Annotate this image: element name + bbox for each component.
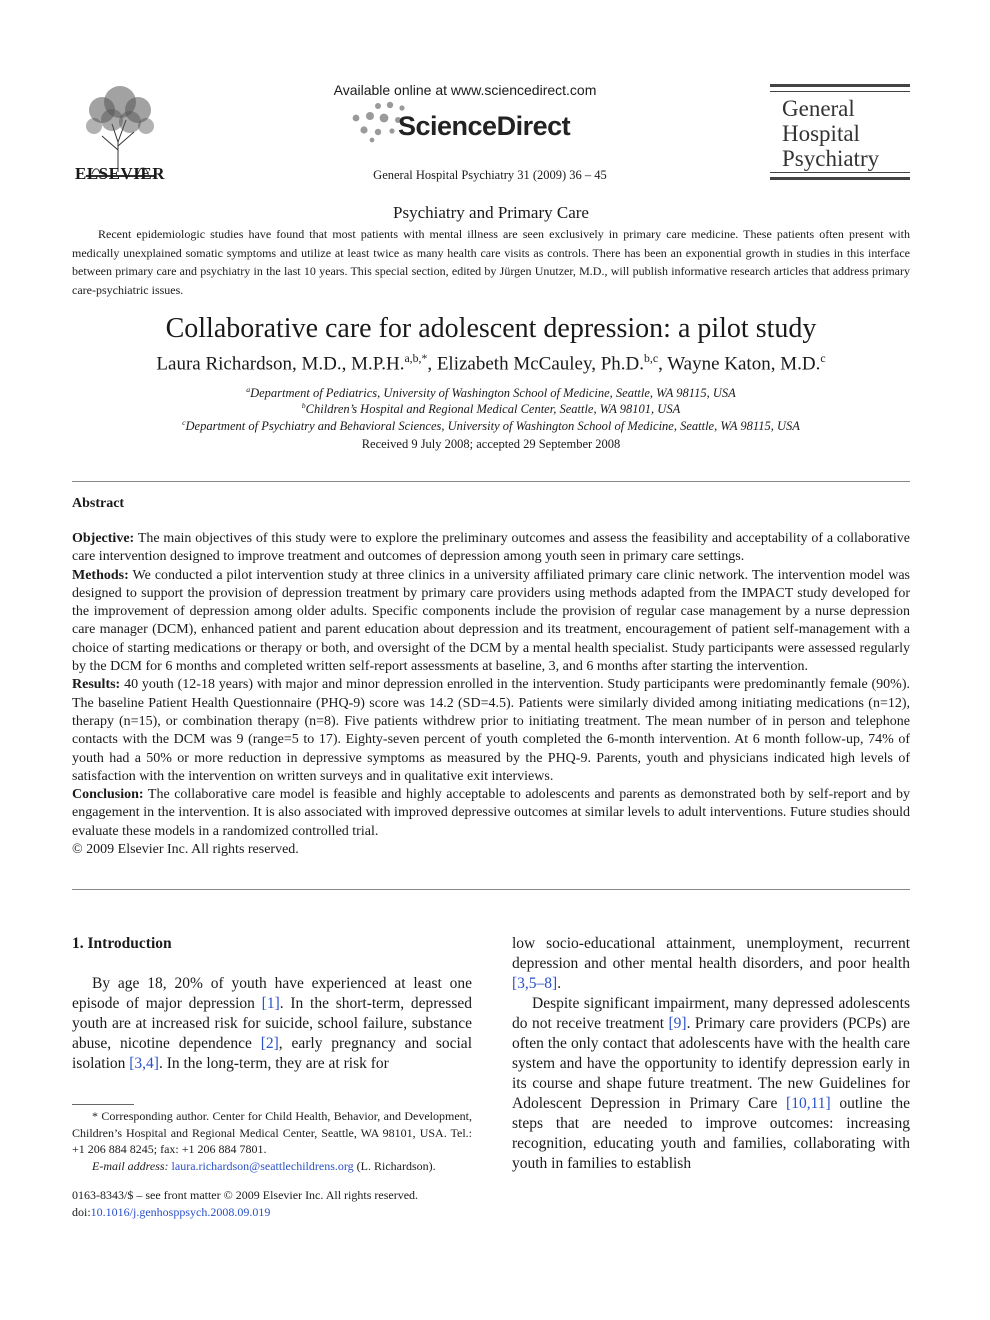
journal-logo-line: Hospital (782, 121, 860, 146)
author-name: Laura Richardson, M.D., M.P.H. (156, 353, 405, 375)
abstract-conclusion (72, 786, 910, 841)
author-separator: , (658, 353, 668, 375)
affiliation-key: a (246, 385, 251, 394)
author-list (72, 352, 910, 375)
sciencedirect-wordmark: ScienceDirect (398, 111, 571, 141)
body-text: By age 18, 20% of youth have experienced at least one episode of major depression (72, 975, 472, 1012)
citation-link[interactable]: [3,4] (129, 1055, 159, 1072)
issn-block (72, 1187, 472, 1220)
citation-link[interactable]: [10,11] (786, 1095, 831, 1112)
abstract-heading: Abstract (72, 496, 125, 511)
abstract-text: The main objectives of this study were to explore the preliminary outcomes and assess the feasibility and acceptability of a collaborative care intervention designed to improve treatment and outcomes of depression among youth seen in primary care settings. (72, 531, 911, 565)
section-heading: Psychiatry and Primary Care (393, 203, 589, 222)
email-label: E-mail address: (92, 1158, 169, 1173)
body-text: , early pregnancy and social isolation (72, 1035, 472, 1072)
intro-paragraph (72, 974, 472, 1074)
citation-link[interactable]: [1] (261, 995, 280, 1012)
journal-logo-line: Psychiatry (782, 146, 880, 171)
left-column (72, 934, 472, 1074)
body-text: Despite significant impairment, many depressed adolescents do not receive treatment (512, 995, 910, 1032)
journal-logo-line: General (782, 96, 855, 121)
body-text: . (557, 975, 562, 992)
footnote-marker: * (92, 1109, 98, 1123)
intro-paragraph-continued (512, 934, 910, 994)
corresponding-author-note (72, 1108, 472, 1158)
intro-heading: 1. Introduction (72, 935, 172, 952)
divider (72, 889, 910, 890)
divider (72, 481, 910, 482)
abstract-label: Results: (72, 677, 121, 693)
body-text: . In the long-term, they are at risk for (158, 1055, 389, 1072)
doi-label: doi: (72, 1204, 91, 1219)
article-title: Collaborative care for adolescent depression: a pilot study (165, 313, 817, 344)
email-suffix: (L. Richardson). (356, 1158, 436, 1173)
elsevier-wordmark: ELSEVIER (75, 164, 165, 183)
author-affiliation-marks[interactable]: c (820, 352, 826, 365)
author-affiliation-marks[interactable]: b,c (644, 352, 659, 365)
abstract-label: Conclusion: (72, 787, 144, 803)
affiliation (72, 401, 910, 417)
journal-logo-rule (770, 91, 910, 92)
abstract-body (72, 530, 910, 859)
doi-line (72, 1204, 472, 1221)
abstract-text: 40 youth (12-18 years) with major and minor depression enrolled in the intervention. Study participants were predominantly female (90%). The baseline Patient Health Questionnaire (PHQ-9) score was 14.2 (SD=4.5). Patients were similarly divided among initiating medications (n=12), therapy (n=15), or combination therapy (n=8). Five patients withdrew prior to initiating treatment. The mean number of in person and telephone contacts with the DCM was 9 (range=5 to 17). Eighty-seven percent of youth completed the 6-month intervention. At 6 month follow-up, 74% of youth had a 50% or more reduction in depressive symptoms as measured by the PHQ-9. Parents, youth and physicians indicated high levels of satisfaction with the intervention on written surveys and in qualitative exit interviews. (72, 677, 911, 784)
abstract-methods (72, 567, 910, 677)
affiliation-text: Children’s Hospital and Regional Medical Center, Seattle, WA 98101, USA (305, 402, 681, 417)
body-text: . In the short-term, depressed youth are at increased risk for suicide, school failure, substance abuse, nicotine dependence (72, 995, 472, 1052)
email-link[interactable]: laura.richardson@seattlechildrens.org (171, 1158, 354, 1173)
issn-line: 0163-8343/$ – see front matter © 2009 Elsevier Inc. All rights reserved. (72, 1188, 419, 1202)
footnote (72, 1108, 472, 1174)
body-text: outline the steps that are needed to improve outcomes: increasing recognition, educating youth and families, collaborating with youth in families to establish (512, 1095, 910, 1172)
journal-logo (770, 84, 910, 180)
section-description: Recent epidemiologic studies have found that most patients with mental illness are seen exclusively in primary care medicine. These patients often present with medically unexplained somatic symptoms and utilize at least twice as many health care visits as controls. There has been an exponential growth in studies in this interface between primary care and psychiatry in the last 10 years. This special section, edited by Jürgen Unutzer, M.D., will publish informative research articles that address primary care-psychiatric issues. (72, 227, 910, 297)
citation-link[interactable]: [3,5–8] (512, 975, 558, 992)
body-text: . Primary care providers (PCPs) are often the only contact that adolescents have with the health care system and have the opportunity to identify depression early in its course and shape future treatment. The new Guidelines for Adolescent Depression in Primary Care (512, 1015, 910, 1112)
abstract-copyright: © 2009 Elsevier Inc. All rights reserved. (72, 842, 299, 858)
received-dates: Received 9 July 2008; accepted 29 September 2008 (361, 437, 621, 451)
affiliation (72, 418, 910, 434)
author-name: Wayne Katon, M.D. (667, 353, 821, 375)
abstract-results (72, 676, 910, 786)
intro-paragraph (512, 994, 910, 1174)
email-note (72, 1158, 472, 1175)
affiliation-text: Department of Psychiatry and Behavioral Sciences, University of Washington School of Medicine, Seattle, WA 98115, USA (185, 419, 800, 434)
citation-link[interactable]: [2] (260, 1035, 279, 1052)
affiliation-key: b (301, 401, 306, 410)
journal-logo-rule (770, 172, 910, 173)
affiliation-text: Department of Pediatrics, University of Washington School of Medicine, Seattle, WA 98115, USA (250, 386, 736, 401)
abstract-label: Methods: (72, 567, 129, 583)
author-name: Elizabeth McCauley, Ph.D. (436, 353, 645, 375)
author-affiliation-marks[interactable]: a,b,* (404, 352, 428, 365)
available-online-text[interactable]: Available online at www.sciencedirect.com (333, 82, 597, 98)
abstract-text: We conducted a pilot intervention study at three clinics in a university affiliated primary care clinic network. The intervention model was designed to support the provision of depression treatment by primary care providers using methods adapted from the IMPACT study developed for the improvement of depression among older adults. Specific components include the provision of regular case management by a nurse depression care manager (DCM), enhanced patient and parent education about depression and its treatment, encouragement of patient self-management with a choice of starting medications or therapy or both, and oversight of the DCM by a mental health specialist. Study participants were assessed regularly by the DCM for 6 months and completed written self-report assessments at baseline, 3, and 6 months after starting the intervention. (72, 567, 911, 675)
footnote-text: Corresponding author. Center for Child Health, Behavior, and Development, Children’s Hospital and Regional Medical Center, Seattle, WA 98101, USA. Tel.: +1 206 884 8245; fax: +1 206 884 7801. (72, 1109, 473, 1156)
affiliation-key: c (182, 418, 186, 427)
author-separator: , (427, 353, 437, 375)
doi-link[interactable]: 10.1016/j.genhosppsych.2008.09.019 (90, 1204, 271, 1219)
citation-link[interactable]: [9] (668, 1015, 687, 1032)
affiliation (72, 385, 910, 401)
journal-citation: General Hospital Psychiatry 31 (2009) 36 – 45 (373, 168, 607, 182)
right-column (512, 934, 910, 1174)
abstract-label: Objective: (72, 531, 135, 546)
abstract-text: The collaborative care model is feasible and highly acceptable to adolescents and parents as demonstrated both by self-report and by engagement in the intervention. It is also associated with improved depressive outcomes at similar levels to adult interventions. Future studies should evaluate these models in a randomized controlled trial. (72, 787, 911, 839)
footnote-divider (72, 1104, 134, 1105)
abstract-objective (72, 530, 910, 567)
body-text: low socio-educational attainment, unemployment, recurrent depression and other mental health disorders, and poor health (512, 935, 910, 972)
